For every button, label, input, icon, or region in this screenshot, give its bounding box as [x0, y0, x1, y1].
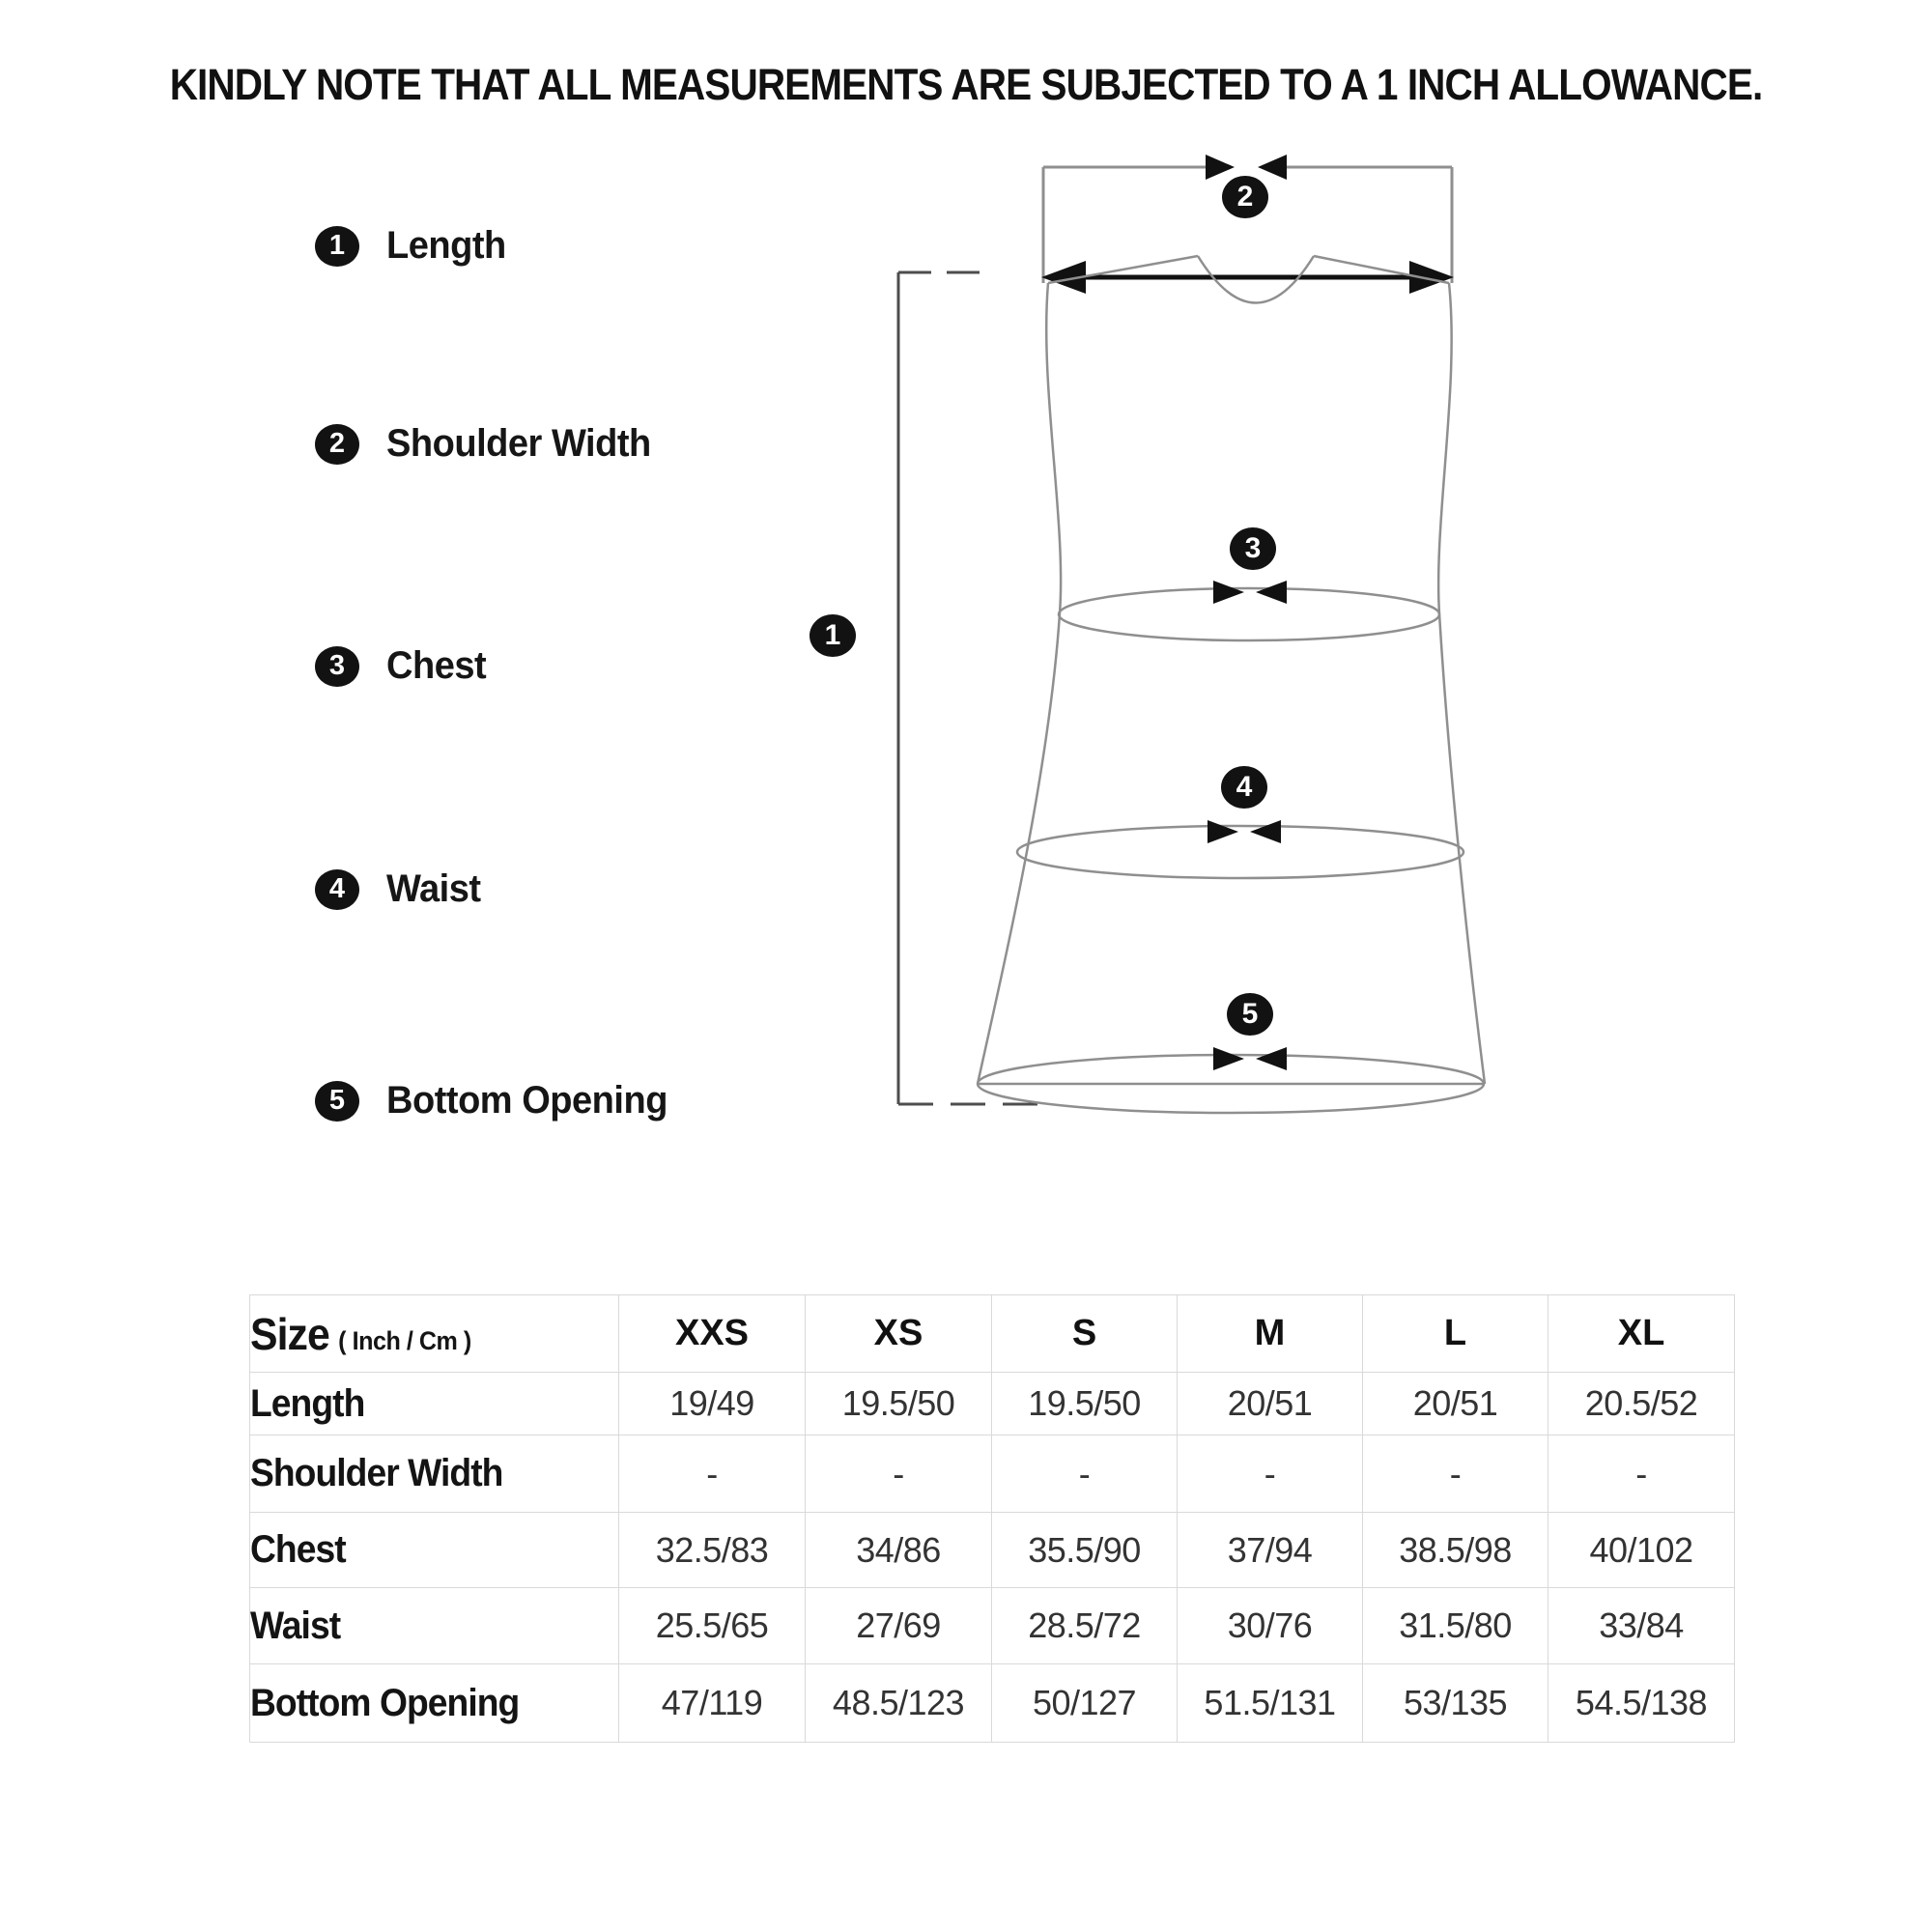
size-label: Size [250, 1308, 329, 1359]
chest-xl: 40/102 [1548, 1513, 1735, 1588]
chest-inward-arrows [1213, 581, 1287, 604]
legend-label-chest: Chest [386, 644, 487, 687]
length-s: 19.5/50 [992, 1373, 1178, 1435]
shoulder-m: - [1178, 1435, 1363, 1513]
shoulder-xl: - [1548, 1435, 1735, 1513]
shoulder-xs: - [806, 1435, 992, 1513]
unit-label: ( Inch / Cm ) [338, 1325, 471, 1355]
length-l: 20/51 [1363, 1373, 1548, 1435]
col-header-s: S [992, 1295, 1178, 1373]
waist-s: 28.5/72 [992, 1588, 1178, 1664]
bottom-l: 53/135 [1363, 1664, 1548, 1743]
size-header-cell [250, 1295, 619, 1373]
diagram-badge-chest: 3 [1230, 527, 1276, 570]
legend-label-bottom-opening: Bottom Opening [386, 1079, 668, 1122]
diagram-badge-waist: 4 [1221, 766, 1267, 809]
size-table [249, 1294, 1735, 1743]
length-xxs: 19/49 [619, 1373, 806, 1435]
legend-badge-4: 4 [315, 869, 359, 910]
table-row-waist [250, 1588, 1735, 1664]
shoulder-xxs: - [619, 1435, 806, 1513]
chest-xxs: 32.5/83 [619, 1513, 806, 1588]
chest-m: 37/94 [1178, 1513, 1363, 1588]
shoulder-l: - [1363, 1435, 1548, 1513]
legend-label-shoulder-width: Shoulder Width [386, 422, 651, 465]
row-label-shoulder-width: Shoulder Width [250, 1452, 503, 1494]
col-header-l: L [1363, 1295, 1548, 1373]
bottom-s: 50/127 [992, 1664, 1178, 1743]
col-header-xs: XS [806, 1295, 992, 1373]
col-header-xxs: XXS [619, 1295, 806, 1373]
length-bracket [898, 272, 1041, 1104]
table-row-shoulder-width [250, 1435, 1735, 1513]
legend-label-waist: Waist [386, 867, 481, 910]
bottom-m: 51.5/131 [1178, 1664, 1363, 1743]
row-label-waist: Waist [250, 1604, 341, 1647]
diagram-badge-bottom-opening: 5 [1227, 993, 1273, 1036]
length-xl: 20.5/52 [1548, 1373, 1735, 1435]
waist-xs: 27/69 [806, 1588, 992, 1664]
legend-badge-2: 2 [315, 424, 359, 465]
waist-l: 31.5/80 [1363, 1588, 1548, 1664]
shoulder-width-arrow [1041, 261, 1454, 294]
diagram-badge-length: 1 [810, 614, 856, 657]
row-label-bottom-opening: Bottom Opening [250, 1681, 520, 1724]
bottom-xs: 48.5/123 [806, 1664, 992, 1743]
legend-badge-3: 3 [315, 646, 359, 687]
legend-badge-5: 5 [315, 1081, 359, 1122]
row-label-length: Length [250, 1381, 365, 1425]
table-header-row [250, 1295, 1735, 1373]
legend-label-length: Length [386, 224, 506, 267]
legend-badge-1: 1 [315, 226, 359, 267]
garment-outline [978, 256, 1485, 1113]
row-label-chest: Chest [250, 1528, 346, 1571]
bottom-xl: 54.5/138 [1548, 1664, 1735, 1743]
length-m: 20/51 [1178, 1373, 1363, 1435]
allowance-note: KINDLY NOTE THAT ALL MEASUREMENTS ARE SUBJECTED TO A 1 INCH ALLOWANCE. [169, 60, 1763, 109]
waist-xxs: 25.5/65 [619, 1588, 806, 1664]
diagram-badge-shoulder-width: 2 [1222, 176, 1268, 218]
bottom-opening-inward-arrows [1213, 1047, 1287, 1070]
col-header-m: M [1178, 1295, 1363, 1373]
chest-l: 38.5/98 [1363, 1513, 1548, 1588]
waist-inward-arrows [1208, 820, 1281, 843]
table-row-length [250, 1373, 1735, 1435]
bottom-xxs: 47/119 [619, 1664, 806, 1743]
waist-xl: 33/84 [1548, 1588, 1735, 1664]
chest-xs: 34/86 [806, 1513, 992, 1588]
col-header-xl: XL [1548, 1295, 1735, 1373]
length-xs: 19.5/50 [806, 1373, 992, 1435]
table-row-chest [250, 1513, 1735, 1588]
chest-s: 35.5/90 [992, 1513, 1178, 1588]
table-row-bottom-opening [250, 1664, 1735, 1743]
waist-m: 30/76 [1178, 1588, 1363, 1664]
shoulder-s: - [992, 1435, 1178, 1513]
